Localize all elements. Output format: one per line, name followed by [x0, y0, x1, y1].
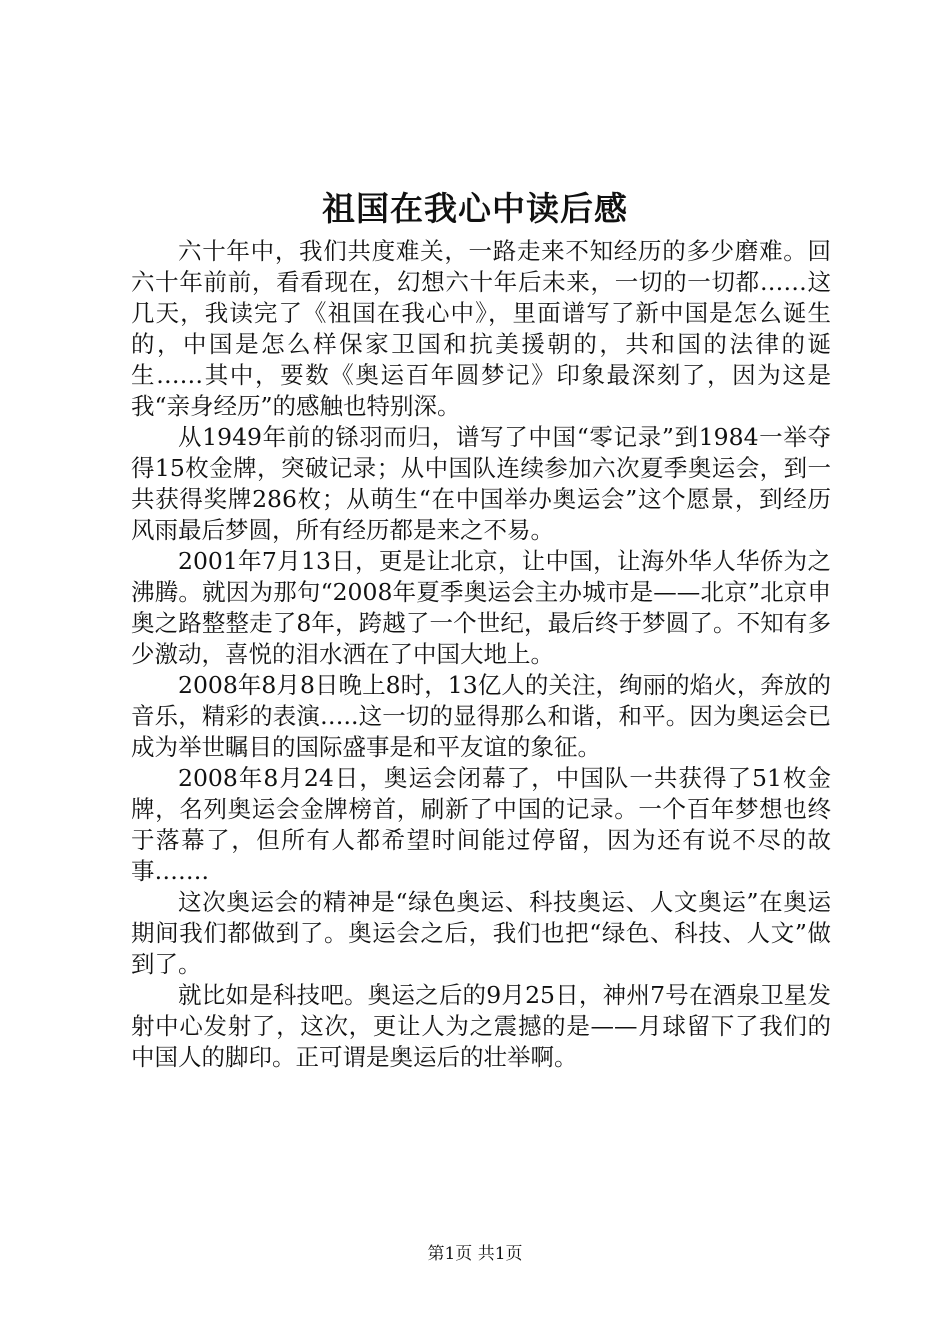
paragraph-2: 从1949年前的铩羽而归，谱写了中国“零记录”到1984一举夺得15枚金牌，突破记录；从中国队连续参加六次夏季奥运会，到一共获得奖牌286枚；从萌生“在中国举办奥运会”这个愿景，到经历风雨最后梦圆，所有经历都是来之不易。: [131, 423, 831, 544]
document-body: [131, 236, 831, 1073]
paragraph-6: 这次奥运会的精神是“绿色奥运、科技奥运、人文奥运”在奥运期间我们都做到了。奥运会之后，我们也把“绿色、科技、人文”做到了。: [131, 888, 831, 978]
paragraph-4: 2008年8月8日晚上8时，13亿人的关注，绚丽的焰火，奔放的音乐，精彩的表演…..这一切的显得那么和谐，和平。因为奥运会已成为举世瞩目的国际盛事是和平友谊的象征。: [131, 671, 831, 761]
page-footer: 第1页 共1页: [427, 1244, 523, 1264]
document-title: 祖国在我心中读后感: [322, 189, 628, 228]
paragraph-1: 六十年中，我们共度难关，一路走来不知经历的多少磨难。回六十年前前，看看现在，幻想六十年后未来，一切的一切都……这几天，我读完了《祖国在我心中》，里面谱写了新中国是怎么诞生的，中国是怎么样保家卫国和抗美援朝的，共和国的法律的诞生……其中，要数《奥运百年圆梦记》印象最深刻了，因为这是我“亲身经历”的感触也特别深。: [131, 237, 831, 420]
paragraph-7: 就比如是科技吧。奥运之后的9月25日，神州7号在酒泉卫星发射中心发射了，这次，更让人为之震撼的是——月球留下了我们的中国人的脚印。正可谓是奥运后的壮举啊。: [131, 981, 831, 1071]
paragraph-3: 2001年7月13日，更是让北京，让中国，让海外华人华侨为之沸腾。就因为那句“2008年夏季奥运会主办城市是——北京”北京申奥之路整整走了8年，跨越了一个世纪，最后终于梦圆了。不知有多少激动，喜悦的泪水洒在了中国大地上。: [131, 547, 831, 668]
paragraph-5: 2008年8月24日，奥运会闭幕了，中国队一共获得了51枚金牌，名列奥运会金牌榜首，刷新了中国的记录。一个百年梦想也终于落幕了，但所有人都希望时间能过停留，因为还有说不尽的故事…….: [131, 764, 831, 885]
